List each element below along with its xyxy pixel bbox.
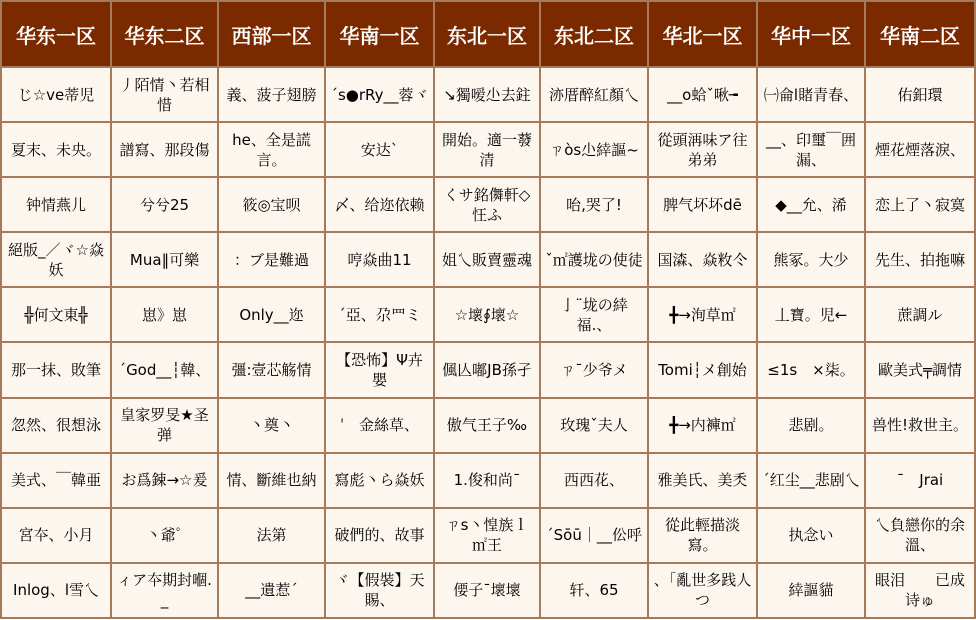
table-cell: ：ブ是難過 (218, 232, 325, 287)
table-cell: 丿陌情丶若相惜 (111, 67, 218, 122)
table-cell: 傲气王子‰ (434, 398, 540, 453)
header-north-china-1: 华北一区 (648, 1, 757, 67)
table-cell: 義、菠子翅膀 (218, 67, 325, 122)
table-cell: くサ銘儛軒◇忹ふ (434, 177, 540, 232)
table-cell: 宮夲、小月 (1, 508, 111, 563)
table-cell: 從頭洅味ア往弟弟 (648, 122, 757, 177)
header-northeast-2: 东北二区 (540, 1, 648, 67)
table-cell: ㄗs丶惶族ｌ㎡王 (434, 508, 540, 563)
table-cell: ˇ㎡護垅の使徒 (540, 232, 648, 287)
table-cell: ˊ红尘__悲剧乀 (757, 453, 865, 508)
table-cell: 〆、给迩依赖 (325, 177, 434, 232)
table-header (1, 1, 975, 67)
table-row (1, 287, 975, 342)
table-cell: 崽》崽 (111, 287, 218, 342)
table-body (1, 67, 975, 618)
header-south-china-1: 华南一区 (325, 1, 434, 67)
table-cell: 脾气坏坏dē (648, 177, 757, 232)
table-row (1, 398, 975, 453)
table-cell: 眼泪 已成诗ゅ (865, 563, 975, 618)
table-cell: 煙花煙落淚、 (865, 122, 975, 177)
table-cell: 洂厝醉紅顏乀 (540, 67, 648, 122)
table-cell: 破們的、故事 (325, 508, 434, 563)
table-cell: 歐美式╤調情 (865, 342, 975, 397)
table-cell: __遺惹ˊ (218, 563, 325, 618)
table-cell: じ☆ve蒂児 (1, 67, 111, 122)
table-cell: Tomi┆メ創始 (648, 342, 757, 397)
table-cell: ˈ 金絲草、 (325, 398, 434, 453)
table-cell: 兮兮25 (111, 177, 218, 232)
table-cell: 譜寫、那段傷 (111, 122, 218, 177)
table-cell: he、全是謊言。 (218, 122, 325, 177)
table-cell: __、印璽￣囲漏、 (757, 122, 865, 177)
table-row (1, 508, 975, 563)
table-cell: 乀負戀你的余溫、 (865, 508, 975, 563)
table-cell: 美式、￣韓亜 (1, 453, 111, 508)
table-cell: 熊冢。大少 (757, 232, 865, 287)
table-cell: ◆__允、浠 (757, 177, 865, 232)
table-cell: 佑鈤環 (865, 67, 975, 122)
header-central-china-1: 华中一区 (757, 1, 865, 67)
table-cell: ヾ【假裝】天賜、 (325, 563, 434, 618)
table-cell: 那一抹、敗筆 (1, 342, 111, 397)
table-cell: 亅¨垅の緈福.、 (540, 287, 648, 342)
header-east-china-2: 华东二区 (111, 1, 218, 67)
table-cell: Inlog、l雪乀 (1, 563, 111, 618)
table-cell: 钟情燕儿 (1, 177, 111, 232)
table-cell: ˉ Jrai (865, 453, 975, 508)
table-cell: ィア夲期封嗰._ (111, 563, 218, 618)
header-northeast-1: 东北一区 (434, 1, 540, 67)
table-cell: ╬何文東╬ (1, 287, 111, 342)
table-cell: 皇家罗旻★圣弹 (111, 398, 218, 453)
header-west-1: 西部一区 (218, 1, 325, 67)
table-cell: お爲鋉→☆爰 (111, 453, 218, 508)
table-cell: ˊ亞、尕罒ミ (325, 287, 434, 342)
table-cell: ☆壞∮壞☆ (434, 287, 540, 342)
table-cell: 姐乀販賣靈魂 (434, 232, 540, 287)
table-cell: 玫瑰ˇ夫人 (540, 398, 648, 453)
table-cell: 安达` (325, 122, 434, 177)
table-cell: 筱◎宝呗 (218, 177, 325, 232)
table-cell: ˊSōū｜__伀呼 (540, 508, 648, 563)
table-cell: 蔗調ル (865, 287, 975, 342)
table-row (1, 67, 975, 122)
table-cell: 緈謳貓 (757, 563, 865, 618)
table-cell: 轩、65 (540, 563, 648, 618)
header-row (1, 1, 975, 67)
table-cell: 忽然、很想泳 (1, 398, 111, 453)
table-cell: 開始。適一蕟清 (434, 122, 540, 177)
table-cell: 、「亂世多践人つ (648, 563, 757, 618)
table-cell: 恋上了丶寂寞 (865, 177, 975, 232)
table-row (1, 177, 975, 232)
table-cell: ˊGod__┆韓、 (111, 342, 218, 397)
table-cell: 雅美氏、美秂 (648, 453, 757, 508)
table-cell: 先生、拍拖嘛 (865, 232, 975, 287)
table-cell: 丶爺ﾟ (111, 508, 218, 563)
table-row (1, 232, 975, 287)
table-cell: 悲剧。 (757, 398, 865, 453)
table-cell: 彊:壹芯觞情 (218, 342, 325, 397)
table-cell: 西西花、 (540, 453, 648, 508)
table-cell: 丶奠丶 (218, 398, 325, 453)
table-cell: 從此輕描淡寫。 (648, 508, 757, 563)
table-cell: ╋→内褲㎡ (648, 398, 757, 453)
table-cell: 咍,哭了! (540, 177, 648, 232)
table-cell: 丄寶。児← (757, 287, 865, 342)
header-south-china-2: 华南二区 (865, 1, 975, 67)
table-cell: 情、斷維也納 (218, 453, 325, 508)
table-cell: 寫彪丶ら焱妖 (325, 453, 434, 508)
table-cell: 絕版_／ヾ☆焱妖 (1, 232, 111, 287)
table-row (1, 453, 975, 508)
table-cell: Only__迩 (218, 287, 325, 342)
header-east-china-1: 华东一区 (1, 1, 111, 67)
table-cell: 哼焱曲11 (325, 232, 434, 287)
table-cell: 国潹、焱敉仒 (648, 232, 757, 287)
table-cell: ㄗˉ少爷メ (540, 342, 648, 397)
table-cell: 执念い (757, 508, 865, 563)
table-cell: ╋→洵草㎡ (648, 287, 757, 342)
table-cell: __o蛤ˇ啾╼ (648, 67, 757, 122)
table-row (1, 122, 975, 177)
table-cell: 【恐怖】Ψ卉嬰 (325, 342, 434, 397)
table-cell: 法第 (218, 508, 325, 563)
table-cell: 偑亾嘟JB孫孑 (434, 342, 540, 397)
table-row (1, 563, 975, 618)
table-row (1, 342, 975, 397)
table-cell: 兽性!救世主。 (865, 398, 975, 453)
table-cell: 1.俊和尚ˉ (434, 453, 540, 508)
table-cell: ≤1s ×柒。 (757, 342, 865, 397)
table-cell: Mua‖可樂 (111, 232, 218, 287)
table-cell: 偠子ˉ壞壞 (434, 563, 540, 618)
table-cell: ↘獨嗳尐去鉒 (434, 67, 540, 122)
table-cell: ˊs●rRy__蓉ヾ (325, 67, 434, 122)
table-cell: ㄗòs尐緈謳~ (540, 122, 648, 177)
table-cell: ㈠侖l賭青春、 (757, 67, 865, 122)
table-cell: 夏末、未央。 (1, 122, 111, 177)
